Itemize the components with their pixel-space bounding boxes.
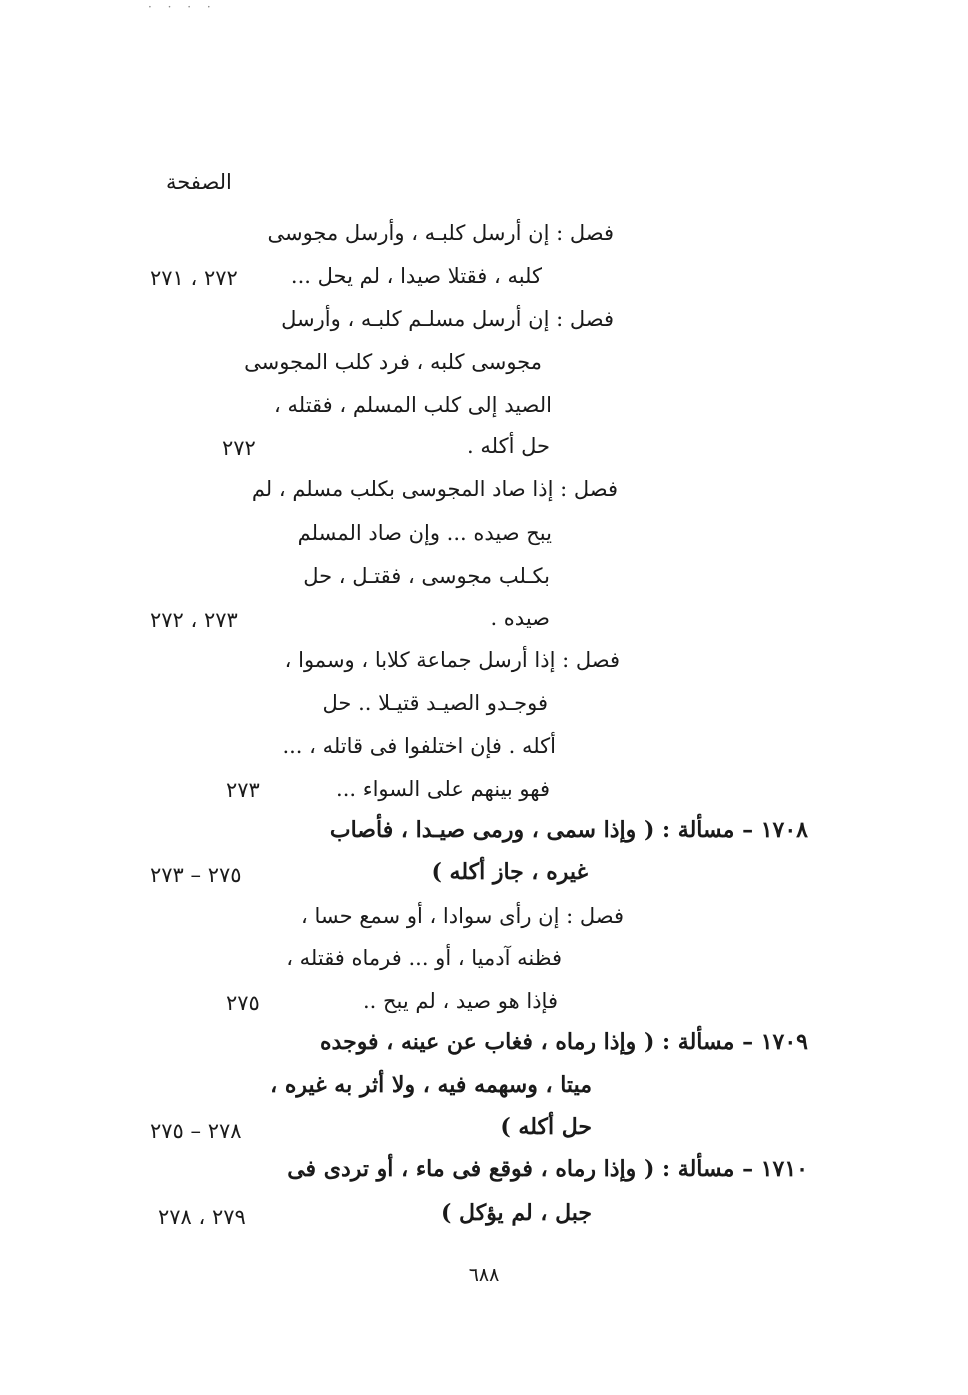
page-ref: ٢٧٨ – ٢٧٥ xyxy=(150,1119,242,1143)
index-line: فهو بينهم على السواء ... xyxy=(336,777,550,801)
masala-line: ميتا ، وسهمه فيه ، ولا أثر به غيره ، xyxy=(270,1072,592,1098)
footer-page-number: ٦٨٨ xyxy=(468,1264,500,1286)
index-line: أكله . فإن اختلفوا فى قاتله ، ... xyxy=(282,734,556,758)
index-line: فصل : إن رأى سوادا ، أو سمع حسا ، xyxy=(301,904,624,928)
index-line: صيده . xyxy=(490,606,550,630)
page-ref: ٢٧٢ xyxy=(222,436,256,460)
index-line: مجوسى كلبه ، فرد كلب المجوسى xyxy=(244,350,542,374)
page-ref: ٢٧٣ ، ٢٧٢ xyxy=(150,608,238,632)
index-line: بكـلب مجوسى ، فقتـل ، حل xyxy=(303,564,550,588)
page-ref: ٢٧٥ – ٢٧٣ xyxy=(150,863,242,887)
index-line: حل أكله . xyxy=(467,434,550,458)
index-line: فصل : إن أرسل مسلـم كلبـه ، وأرسل xyxy=(281,307,614,331)
index-line: الصيد إلى كلب المسلم ، فقتله ، xyxy=(274,393,552,417)
masala-line: غيره ، جاز أكله ) xyxy=(431,859,588,885)
index-line: فصل : إن أرسل كلبـه ، وأرسل مجوسى xyxy=(267,221,614,245)
page-ref: ٢٧٣ xyxy=(226,778,260,802)
page-header: الصفحة xyxy=(166,170,232,194)
masala-line: ١٧١٠ – مسألة : ( وإذا رماه ، فوقع فى ماء ، أو تردى فى xyxy=(287,1156,808,1182)
index-line: فصل : إذا صاد المجوسى بكلب مسلم ، لم xyxy=(251,477,618,501)
top-dots: · · · · xyxy=(148,0,217,14)
page-ref: ٢٧٥ xyxy=(226,991,260,1015)
index-line: يبح صيده ... وإن صاد المسلم xyxy=(297,521,552,545)
index-line: فوجـدو الصيـد قتيـلا .. حل xyxy=(322,691,548,715)
index-line: فإذا هو صيد ، لم يبح .. xyxy=(362,989,558,1013)
masala-line: حل أكله ) xyxy=(500,1114,592,1140)
index-line: فظنه آدميا ، أو ... فرماه فقتله ، xyxy=(286,946,562,970)
masala-line: ١٧٠٨ – مسألة : ( وإذا سمى ، ورمى صيـدا ، فأصاب xyxy=(329,817,808,843)
masala-line: جبل ، لم يؤكل ) xyxy=(440,1200,592,1226)
page-ref: ٢٧٩ ، ٢٧٨ xyxy=(158,1205,246,1229)
page-ref: ٢٧٢ ، ٢٧١ xyxy=(150,266,238,290)
index-line: فصل : إذا أرسل جماعة كلابا ، وسموا ، xyxy=(284,648,620,672)
index-line: كلبه ، فقتلا صيدا ، لم يحل ... xyxy=(290,264,542,288)
masala-line: ١٧٠٩ – مسألة : ( وإذا رماه ، فغاب عن عينه ، فوجده xyxy=(320,1029,808,1055)
